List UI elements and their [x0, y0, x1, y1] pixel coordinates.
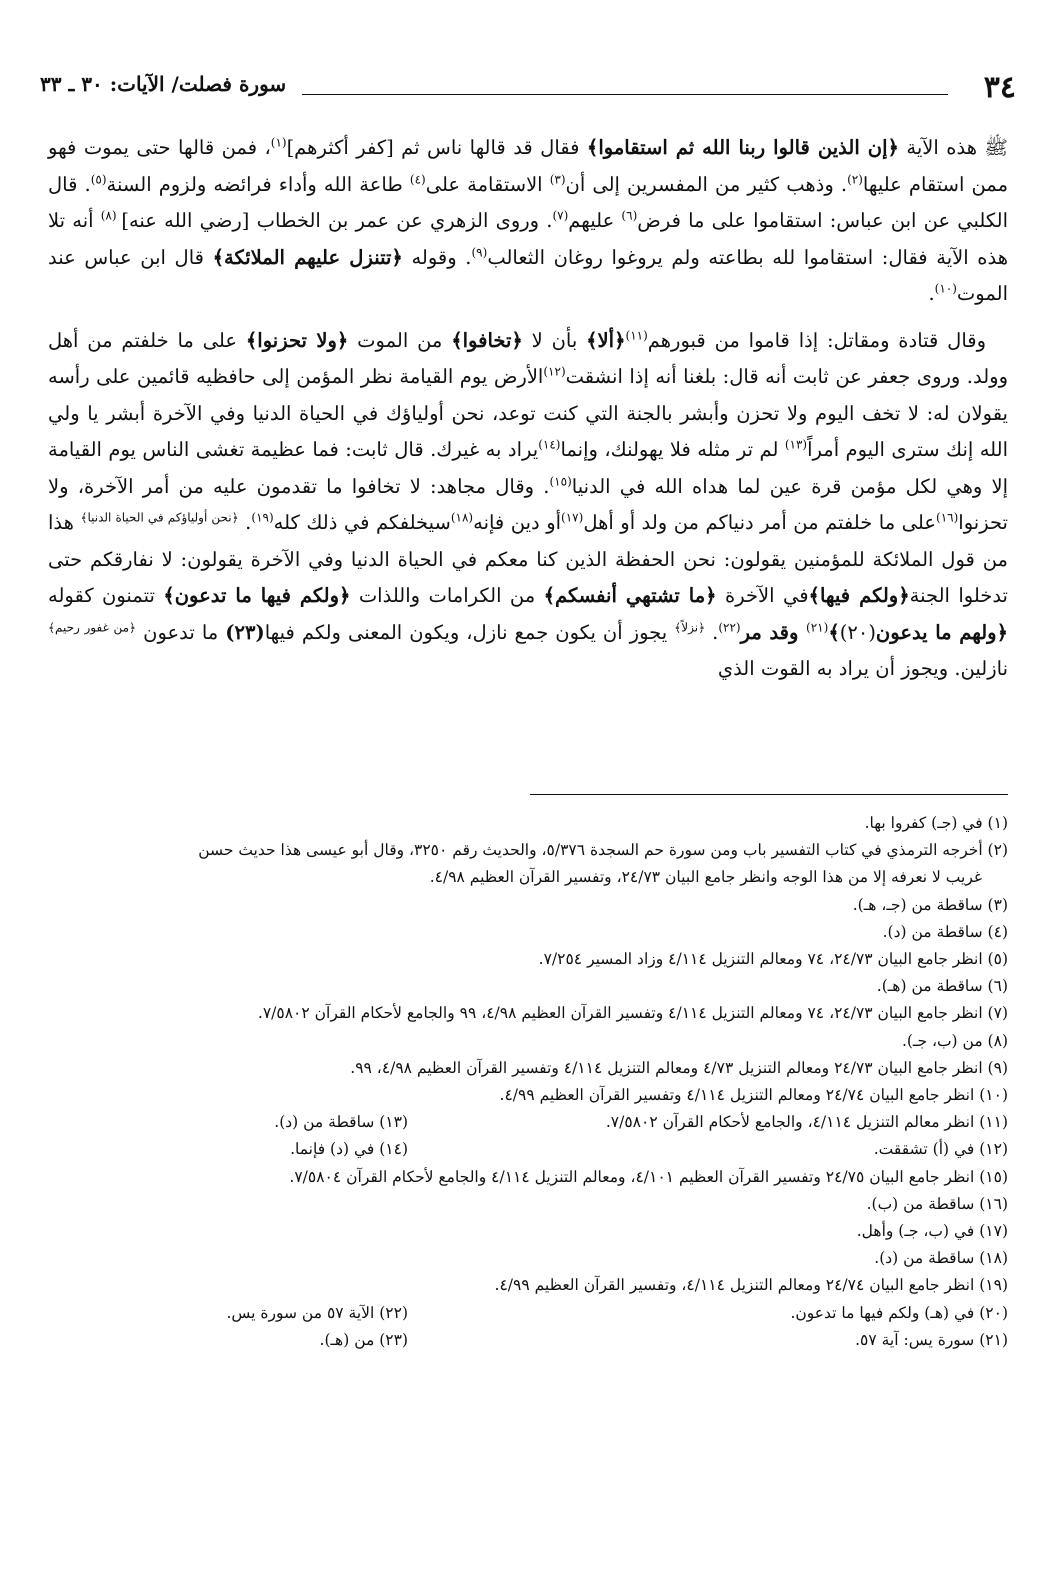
text-run: أو دين فإنه: [473, 511, 562, 534]
text-run: .: [238, 511, 252, 534]
quran-verse: ﴿ولكم فيها﴾: [808, 584, 910, 607]
page-header: [40, 70, 1016, 110]
text-run: على ما خلفتم من أهل وولد. وروى جعفر عن ثابت أنه قال: بلغنا أنه إذا انشقت: [48, 328, 1008, 388]
footnote: (١٤) في (د) فإنما.: [290, 1140, 408, 1159]
text-run: الأرض يوم القيامة نظر المؤمن إلى حافظيه قائمين على رأسه يقولان له: لا تخف اليوم ولا تحزن وأبشر بالجنة التي كنت توعد، نحن أولياؤك في الحياة الدنيا وفي الآخرة أبشر يا ولي الله إنك سترى اليوم أمراً: [48, 365, 1008, 461]
footnote: (١٨) ساقطة من (د).: [874, 1249, 1008, 1268]
footnote: (١٩) انظر جامع البيان ٢٤/٧٤ ومعالم التنزيل ٤/١١٤، وتفسير القرآن العظيم ٤/٩٩.: [494, 1276, 1008, 1295]
footnote: (٦) ساقطة من (هـ).: [876, 977, 1008, 996]
quran-verse: ﴿ولهم ما يدعون: [875, 620, 1008, 644]
text-run: أنه تلا هذه الآية فقال: استقاموا لله بطاعته ولم يروغوا روغان الثعالب: [48, 209, 1009, 269]
text-run: .: [928, 282, 935, 305]
text-run: . وذهب كثير من المفسرين إلى أن: [565, 172, 848, 196]
footnote-ref: (١): [270, 135, 287, 150]
text-run: من الموت: [348, 328, 452, 352]
quran-verse: ﴿إن الذين قالوا ربنا الله ثم استقاموا﴾: [586, 136, 899, 159]
text-run: الاستقامة على: [425, 172, 550, 196]
footnote: (٣) ساقطة من (جـ، هـ).: [852, 895, 1008, 914]
footnote: (١٦) ساقطة من (ب).: [866, 1194, 1008, 1213]
text-run: . وقال مجاهد: لا تخافوا ما تقدمون عليه من أمر الآخرة، ولا تحزنوا: [48, 474, 1008, 534]
quran-verse: ﴿تخافوا﴾: [451, 328, 523, 352]
footnote-ref: (١٨): [450, 510, 474, 525]
text-run: فقال قد قالها ناس ثم [كفر أكثرهم]: [286, 136, 587, 159]
running-title: سورة فصلت/ الآيات: ٣٠ ـ ٣٣: [40, 72, 287, 96]
text-run: (٢٠): [839, 620, 876, 644]
footnote-ref: (١٣): [784, 437, 808, 452]
footnote: (٢) أخرجه الترمذي في كتاب التفسير باب ومن سورة حم السجدة ٥/٣٧٦، والحديث رقم ٣٢٥٠، وقال أبو عيسى هذا حديث حسن: [198, 841, 1008, 860]
text-run: وقال قتادة ومقاتل: إذا قاموا من قبورهم: [647, 328, 987, 352]
footnote: (١) في (جـ) كفروا بها.: [864, 814, 1008, 832]
footnote-ref: (٦): [621, 208, 638, 223]
footnote-ref: (٤): [409, 172, 426, 186]
text-run: . وقوله: [402, 245, 472, 269]
text-run: هذا من قول الملائكة للمؤمنين يقولون: نحن الحفظة الذين كنا معكم في الحياة الدنيا وفي الآخرة يقولون: لا نفارقكم حتى تدخلوا الجنة: [48, 511, 1008, 607]
footnote-ref: (١١): [625, 328, 648, 342]
text-run: . وروى الزهري عن عمر بن الخطاب [رضي الله عنه]: [121, 209, 553, 232]
text-run: يجوز أن يكون جمع نازل، ويكون المعنى ولكم فيها: [264, 620, 675, 644]
text-run: عليهم: [568, 209, 622, 232]
footnotes: [48, 810, 1008, 1354]
footnote-ref: (٣): [549, 172, 566, 186]
footnote-ref: (٩): [471, 245, 488, 259]
text-run: قال ابن عباس عند الموت: [48, 245, 1008, 305]
quran-verse: ﴿ولا تحزنوا﴾: [245, 328, 349, 352]
footnote-ref: ﴿من غفور رحيم﴾: [48, 620, 137, 634]
footnote-ref: (١٦): [936, 510, 959, 525]
footnote-continuation: غريب لا نعرفه إلا من هذا الوجه وانظر جامع البيان ٢٤/٧٣، وتفسير القرآن العظيم ٤/٩٨.: [429, 868, 982, 887]
footnote: (١٣) ساقطة من (د).: [274, 1113, 408, 1132]
footnote-ref: (١٧): [561, 510, 584, 525]
footnote: (٤) ساقطة من (د).: [882, 922, 1008, 941]
text-run: سيخلفكم في ذلك كله: [273, 511, 451, 534]
footnote-ref: (١٩): [251, 510, 274, 525]
footnote-separator: [530, 794, 1008, 795]
text-run: .: [705, 620, 719, 644]
text-run: طاعة الله وأداء فرائضه ولزوم السنة: [106, 172, 410, 196]
header-rule: [302, 94, 948, 95]
footnote-ref: (٢١): [806, 620, 829, 634]
footnote-ref: (٢٢): [718, 620, 741, 634]
quran-verse: وقد مر: [740, 620, 807, 644]
text-run: ما تدعون: [136, 620, 226, 644]
footnote-ref: (٧): [552, 208, 569, 223]
text-run: في الآخرة: [716, 584, 809, 607]
quran-verse: ﴿ما تشتهي أنفسكم﴾: [543, 584, 717, 607]
footnote: (١١) انظر معالم التنزيل ٤/١١٤، والجامع لأحكام القرآن ٧/٥٨٠٢.: [605, 1113, 1008, 1132]
footnote-ref: (٥): [90, 172, 107, 186]
footnote-row: [48, 1109, 1008, 1136]
footnote-ref: (١٥): [549, 474, 572, 488]
quran-verse: ﴿ألا﴾: [586, 328, 626, 352]
page-number: ٣٤: [983, 70, 1016, 105]
paragraph-1: [48, 130, 1008, 313]
footnote: (٨) من (ب، جـ).: [901, 1031, 1008, 1050]
quran-verse: ﴾: [828, 620, 840, 644]
footnote-row: [48, 1136, 1008, 1163]
footnote: (١٢) في (أ) تشققت.: [873, 1140, 1008, 1159]
footnote-ref: ﴿نزلاً﴾: [674, 620, 706, 634]
footnote-ref: (١٠): [934, 281, 957, 296]
footnote-ref: (١٢): [543, 364, 566, 379]
footnote: (٢٠) في (هـ) ولكم فيها ما تدعون.: [790, 1303, 1008, 1322]
footnote: (٢٣) من (هـ).: [319, 1330, 408, 1349]
text-run: على ما خلفتم من أمر دنياكم من ولد أو أهل: [583, 511, 937, 534]
footnote-ref: (١٤): [538, 437, 561, 452]
quran-verse: ﴿تتنزل عليهم الملائكة﴾: [212, 245, 403, 269]
text-run: تتمنون كقوله: [48, 584, 164, 607]
footnote: (٧) انظر جامع البيان ٢٤/٧٣، ٧٤ ومعالم التنزيل ٤/١١٤ وتفسير القرآن العظيم ٤/٩٨، ٩٩ والجامع لأحكام القرآن ٧/٥٨٠٢.: [257, 1004, 1008, 1023]
footnote: (٥) انظر جامع البيان ٢٤/٧٣، ٧٤ ومعالم التنزيل ٤/١١٤ وزاد المسير ٧/٢٥٤.: [538, 950, 1008, 969]
footnote: (٢١) سورة يس: آية ٥٧.: [855, 1330, 1008, 1349]
text-run: لم تر مثله فلا يهولنك، وإنما: [560, 438, 785, 461]
footnote: (١٧) في (ب، جـ) وأهل.: [856, 1222, 1008, 1241]
footnote-ref: (٢): [847, 172, 863, 186]
footnote: (١٠) انظر جامع البيان ٢٤/٧٤ ومعالم التنزيل ٤/١١٤ وتفسير القرآن العظيم ٤/٩٩.: [499, 1086, 1008, 1105]
footnote-row: [48, 1327, 1008, 1354]
footnote-row: [48, 1300, 1008, 1327]
text-run: ﷺ هذه الآية: [898, 136, 1008, 159]
footnote-ref: (٨): [100, 208, 122, 223]
quran-verse: ﴿ولكم فيها ما تدعون﴾: [163, 584, 351, 607]
text-run: . قال الكلبي عن ابن عباس: استقاموا على ما فرض: [48, 172, 1009, 232]
footnote-ref: ﴿نحن أولياؤكم في الحياة الدنيا﴾: [80, 510, 239, 525]
text-run: بأن لا: [522, 328, 587, 352]
footnote: (٢٢) الآية ٥٧ من سورة يس.: [226, 1303, 408, 1322]
text-run: ، فمن قالها حتى يموت فهو ممن استقام عليها: [48, 136, 1009, 196]
text-run: من الكرامات واللذات: [350, 584, 544, 607]
quran-verse: (٢٣): [225, 620, 265, 644]
main-text: [48, 130, 1008, 698]
paragraph-2: [48, 323, 1008, 688]
footnote: (٩) انظر جامع البيان ٢٤/٧٣ ومعالم التنزيل ٤/٧٣ ومعالم التنزيل ٤/١١٤ وتفسير القرآن العظيم ٤/٩٨، ٩٩.: [350, 1058, 1008, 1077]
text-run: يراد به غيرك. قال ثابت: فما عظيمة تغشى الناس يوم القيامة إلا وهي لكل مؤمن قرة عين لما هداه الله في الدنيا: [48, 438, 1008, 498]
footnote: (١٥) انظر جامع البيان ٢٤/٧٥ وتفسير القرآن العظيم ٤/١٠١، ومعالم التنزيل ٤/١١٤ والجامع لأحكام القرآن ٧/٥٨٠٤.: [289, 1167, 1008, 1186]
text-run: نازلين. ويجوز أن يراد به القوت الذي: [717, 657, 1008, 680]
